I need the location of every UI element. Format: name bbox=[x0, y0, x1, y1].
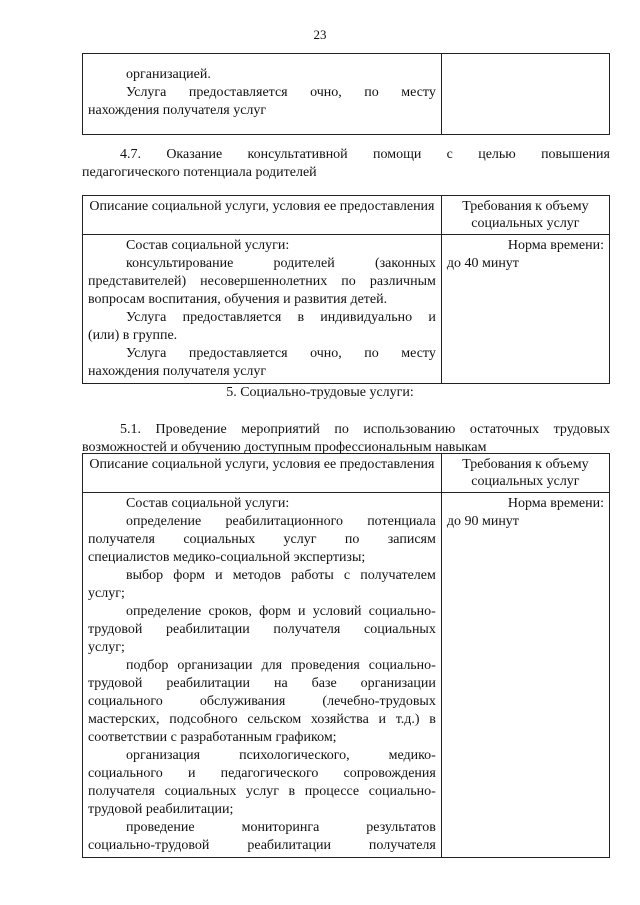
text-line: подбор организации для проведения социально- bbox=[126, 658, 436, 673]
text-line: представителей) несовершеннолетних по различным bbox=[88, 274, 436, 289]
text-line: (или) в группе. bbox=[88, 328, 178, 343]
requirements-cell bbox=[441, 54, 609, 135]
text-line: получателя социальных услуг по записям bbox=[88, 532, 436, 547]
text-line: Состав социальной услуги: bbox=[126, 238, 290, 253]
text-line: услуг; bbox=[88, 586, 125, 601]
text-line: проведение мониторинга результатов bbox=[126, 820, 436, 835]
header-description: Описание социальной услуги, условия ее предоставления bbox=[83, 196, 442, 235]
text-line: консультирование родителей (законных bbox=[126, 256, 436, 271]
text-line: определение реабилитационного потенциала bbox=[126, 514, 436, 529]
text-line: соответствии с разработанным графиком; bbox=[88, 730, 337, 745]
page-number: 23 bbox=[313, 27, 327, 42]
section-heading-4-7 bbox=[82, 146, 610, 182]
text-line: трудовой реабилитации; bbox=[88, 802, 234, 817]
header-requirements: Требования к объему социальных услуг bbox=[441, 196, 609, 235]
text-line: нахождения получателя услуг bbox=[88, 103, 267, 118]
text-line: вопросам воспитания, обучения и развития детей. bbox=[88, 292, 388, 307]
norm-label: Норма времени: bbox=[507, 238, 604, 253]
service-table-5-1 bbox=[82, 453, 610, 858]
table-row bbox=[83, 235, 610, 384]
norm-value: до 40 минут bbox=[446, 256, 519, 271]
section-heading-5: 5. Социально-трудовые услуги: bbox=[226, 385, 414, 400]
text-line: мастерских, подсобного сельском хозяйства и т.д.) в bbox=[88, 712, 436, 727]
text-line: социального обслуживания (лечебно-трудовых bbox=[88, 694, 436, 709]
text-line: трудовой реабилитации получателя социальных bbox=[88, 622, 436, 637]
header-description: Описание социальной услуги, условия ее предоставления bbox=[83, 454, 442, 493]
heading-line: 5.1. Проведение мероприятий по использованию остаточных трудовых bbox=[120, 422, 610, 437]
requirements-cell bbox=[441, 493, 609, 858]
description-cell bbox=[83, 493, 442, 858]
text-line: выбор форм и методов работы с получателем bbox=[126, 568, 436, 583]
text-line: специалистов медико-социальной экспертизы; bbox=[88, 550, 366, 565]
text-line: социального и педагогического сопровождения bbox=[88, 766, 436, 781]
text-line: трудовой реабилитации на базе организации bbox=[88, 676, 436, 691]
heading-line: педагогического потенциала родителей bbox=[82, 165, 317, 180]
text-line: социально-трудовой реабилитации получателя bbox=[88, 838, 436, 853]
norm-label: Норма времени: bbox=[507, 496, 604, 511]
description-cell bbox=[83, 235, 442, 384]
text-line: услуг; bbox=[88, 640, 125, 655]
text-line: организация психологического, медико- bbox=[126, 748, 436, 763]
text-line: получателя социальных услуг в процессе социально- bbox=[88, 784, 436, 799]
text-line: Состав социальной услуги: bbox=[126, 496, 290, 511]
continuation-table bbox=[82, 53, 610, 135]
norm-value: до 90 минут bbox=[446, 514, 519, 529]
table-row bbox=[83, 493, 610, 858]
text-line: нахождения получателя услуг bbox=[88, 364, 267, 379]
service-table-4-7 bbox=[82, 195, 610, 384]
text-line: определение сроков, форм и условий социально- bbox=[126, 604, 436, 619]
table-row bbox=[83, 54, 610, 135]
heading-line: 4.7. Оказание консультативной помощи с целью повышения bbox=[120, 147, 610, 162]
header-requirements: Требования к объему социальных услуг bbox=[441, 454, 609, 493]
text-line: Услуга предоставляется очно, по месту bbox=[126, 346, 436, 361]
table-header-row bbox=[83, 454, 610, 493]
requirements-cell bbox=[441, 235, 609, 384]
heading-line: возможностей и обучению доступным профессиональным навыкам bbox=[82, 440, 487, 455]
text-line: организацией. bbox=[126, 67, 211, 82]
text-line: Услуга предоставляется очно, по месту bbox=[126, 85, 436, 100]
section-heading-5-1 bbox=[82, 421, 610, 457]
table-header-row bbox=[83, 196, 610, 235]
description-cell bbox=[83, 54, 442, 135]
text-line: Услуга предоставляется в индивидуально и bbox=[126, 310, 436, 325]
